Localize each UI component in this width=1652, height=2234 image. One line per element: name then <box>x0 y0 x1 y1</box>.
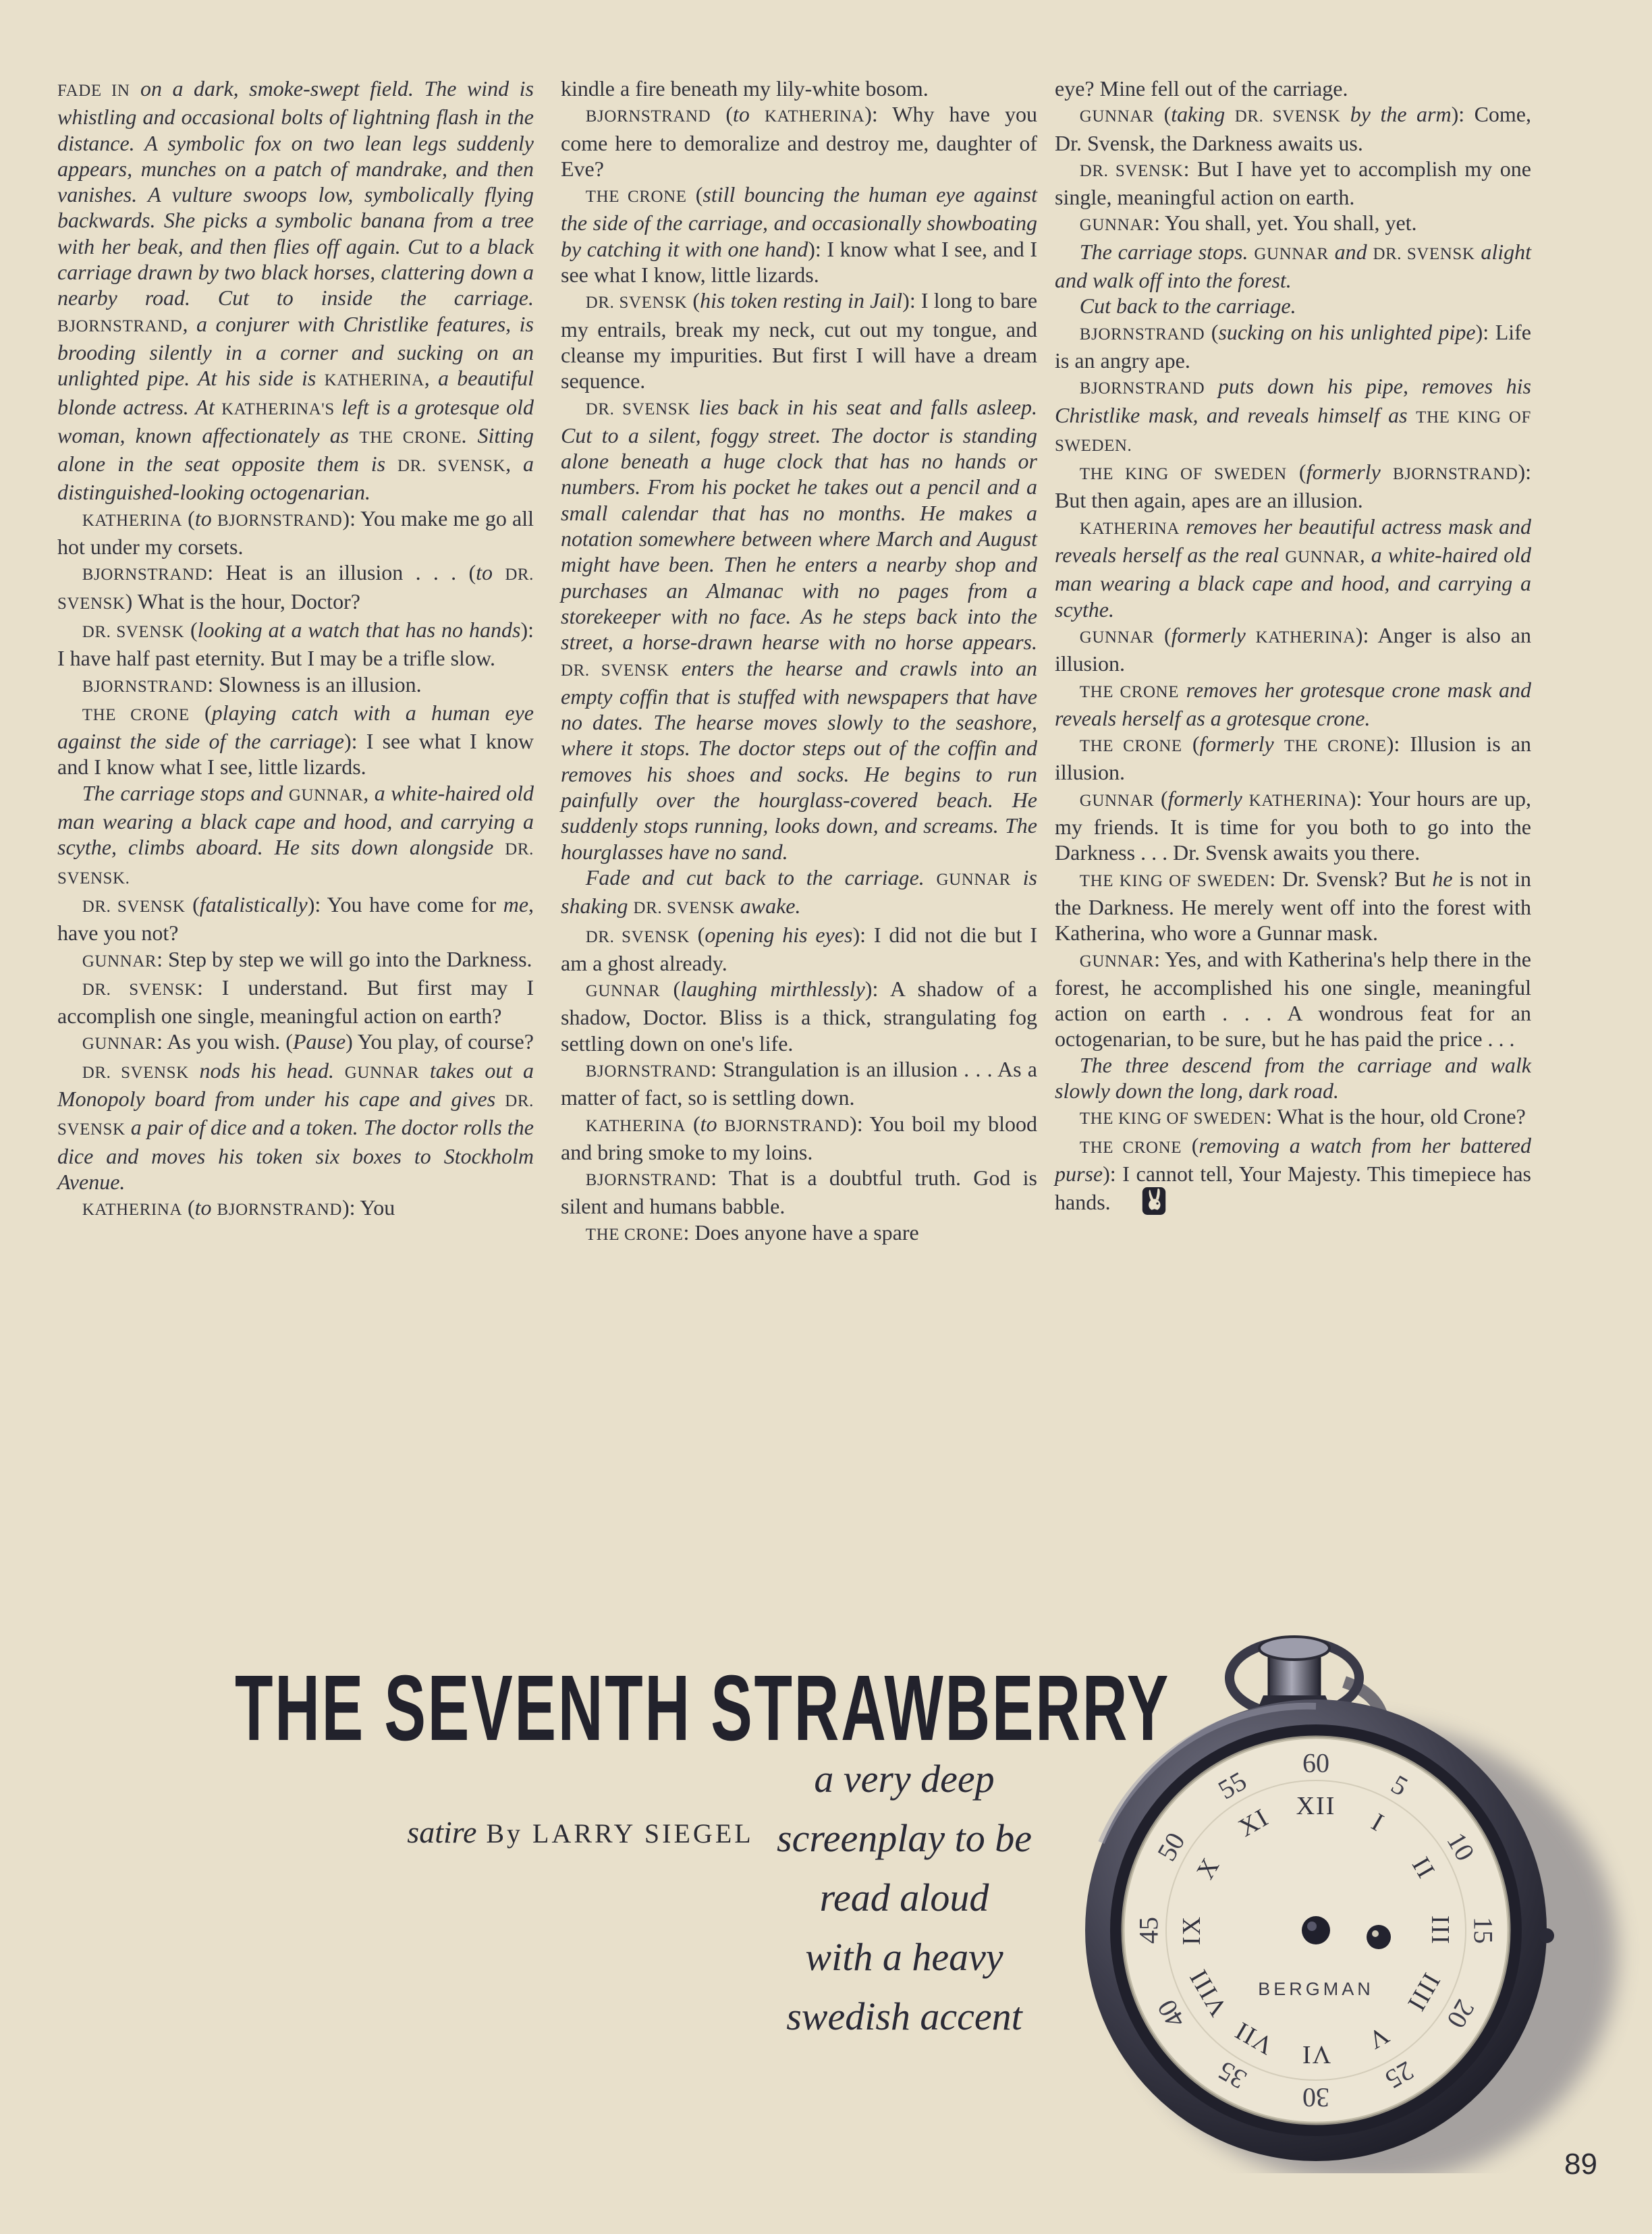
stage-direction: to <box>733 102 765 127</box>
character-name: DR. SVENSK <box>397 457 506 476</box>
screenplay-paragraph <box>561 76 1037 101</box>
dialogue-text: ): Come, Dr. Svensk, the Darkness awaits us. <box>1055 102 1532 155</box>
stage-direction: sucking on his unlighted pipe <box>1218 319 1476 344</box>
character-name: DR. SVENSK <box>585 294 688 312</box>
stage-direction: removes her grotesque crone mask and reveals herself as a grotesque crone. <box>1055 677 1531 730</box>
character-name: DR. SVENSK <box>82 897 186 916</box>
dialogue-text: ): I know what I see, and I see what I know, little lizards. <box>561 236 1038 288</box>
stage-direction: his token resting in Jail <box>700 288 903 313</box>
stage-direction: to <box>194 506 217 530</box>
watch-minute-numeral: 40 <box>1151 1994 1191 2034</box>
stage-direction: , a white-haired old man wearing a black cape and hood, and carrying a scythe. <box>1055 543 1532 622</box>
character-name: GUNNAR <box>1254 244 1329 263</box>
character-name: BJORNSTRAND <box>1392 465 1518 484</box>
dialogue-text: ): I see what I know and I know what I see, little lizards. <box>57 729 534 780</box>
screenplay-paragraph <box>561 288 1037 393</box>
dialogue-text: ): I cannot tell, Your Majesty. This timepiece has hands. <box>1055 1161 1531 1215</box>
character-name: GUNNAR <box>1285 548 1360 567</box>
dialogue-text: ( <box>1205 319 1219 344</box>
watch-hour-numeral: VI <box>1300 2040 1331 2069</box>
screenplay-paragraph <box>1055 210 1531 238</box>
screenplay-paragraph <box>1055 677 1531 732</box>
screenplay-paragraph <box>561 1056 1037 1111</box>
screenplay-paragraph <box>1055 459 1531 514</box>
stage-direction: puts down his pipe, removes his Christlike mask, and reveals himself as <box>1055 374 1531 427</box>
dialogue-text: ( <box>686 182 703 207</box>
screenplay-paragraph <box>57 1029 534 1057</box>
byline-author: By LARRY SIEGEL <box>486 1818 754 1849</box>
character-name: KATHERINA <box>1248 791 1349 810</box>
stage-direction: still bouncing the human eye against the side of the carriage, and occasionally showboating by catching it with one hand <box>561 182 1038 261</box>
screenplay-paragraph <box>57 946 534 975</box>
dialogue-text: ( <box>182 1195 195 1220</box>
stage-direction: , a conjurer with Christlike features, is brooding silently in a corner and sucking on an unlighted pipe. At his side is <box>57 311 534 391</box>
page-title: THE SEVENTH STRAWBERRY <box>235 1656 1171 1760</box>
character-name: THE KING OF SWEDEN <box>1079 465 1287 484</box>
stage-direction: The carriage stops and <box>82 780 289 805</box>
screenplay-paragraph <box>1055 1104 1531 1132</box>
dialogue-text: : Does anyone have a spare <box>683 1220 919 1245</box>
text-column <box>1055 76 1531 1641</box>
watch-minute-numeral: 55 <box>1213 1765 1252 1805</box>
stage-direction: fatalistically <box>199 892 308 917</box>
character-name: GUNNAR <box>1079 216 1155 235</box>
dialogue-text: , have you not? <box>57 892 534 946</box>
stage-direction: takes out a Monopoly board from under his cape and gives <box>57 1058 534 1111</box>
watch-minute-numeral: 5 <box>1386 1768 1413 1802</box>
character-name: KATHERINA <box>1079 519 1180 538</box>
character-name: FADE IN <box>57 82 130 100</box>
byline-genre: satire <box>407 1815 477 1849</box>
character-name: THE CRONE <box>1079 1138 1182 1157</box>
screenplay-paragraph <box>561 101 1037 182</box>
dialogue-text: ): You have come for <box>307 892 503 917</box>
screenplay-paragraph <box>561 1165 1037 1220</box>
stage-direction: awake. <box>734 894 801 919</box>
screenplay-paragraph <box>1055 101 1531 156</box>
screenplay-paragraph <box>1055 622 1531 677</box>
character-name: BJORNSTRAND <box>57 317 183 335</box>
dialogue-text: ) You play, of course? <box>346 1029 534 1054</box>
character-name: GUNNAR <box>1079 107 1155 126</box>
stage-direction: left is a grotesque old woman, known affectionately as <box>57 394 534 447</box>
stage-direction: formerly <box>1167 786 1249 811</box>
character-name: BJORNSTRAND <box>585 1171 711 1190</box>
character-name: DR. SVENSK <box>1079 161 1184 180</box>
stage-direction: Pause <box>292 1029 346 1054</box>
stage-direction: formerly <box>1199 732 1284 757</box>
watch-center-hole <box>1302 1916 1330 1944</box>
watch-winding-hole <box>1367 1925 1391 1949</box>
screenplay-paragraph <box>1055 866 1531 946</box>
dialogue-text: ): I long to bare my entrails, break my neck, cut out my tongue, and cleanse my impurities. But first I will have a dream sequence. <box>561 288 1038 393</box>
stage-direction: on a dark, smoke-swept field. The wind is whistling and occasional bolts of lightning flash in the distance. A symbolic fox on two lean legs suddenly appears, munches on a patch of mandrake, and then vanishes. A vulture swoops low, symbolically flying backwards. She picks a symbolic banana from a tree with her beak, and then flies off again. Cut to a black carriage drawn by two black horses, clattering down a nearby road. Cut to inside the carriage. <box>57 76 534 310</box>
character-name: GUNNAR <box>288 786 364 805</box>
character-name: DR. SVENSK. <box>57 840 534 888</box>
dialogue-text: ) What is the hour, Doctor? <box>125 589 360 614</box>
tagline-line: screenplay to be <box>777 1816 1032 1860</box>
watch-minute-numeral: 25 <box>1380 2055 1419 2096</box>
screenplay-paragraph <box>1055 1133 1531 1216</box>
character-name: THE CRONE <box>1079 737 1182 756</box>
screenplay-paragraph <box>561 1111 1037 1166</box>
screenplay-paragraph <box>57 1058 534 1195</box>
character-name: THE KING OF SWEDEN <box>1079 1110 1267 1128</box>
dialogue-text: ( <box>1182 732 1200 757</box>
character-name: GUNNAR <box>1079 791 1155 810</box>
character-name: BJORNSTRAND <box>217 511 343 530</box>
dialogue-text: ): Your hours are up, my friends. It is time for you both to go into the Darkness . . . Dr. Svensk awaits you there. <box>1055 786 1532 865</box>
watch-hour-numeral: II <box>1406 1852 1441 1884</box>
watch-hour-numeral: VIII <box>1184 1963 1234 2021</box>
dialogue-text: : Strangulation is an illusion . . . As a matter of fact, so is settling down. <box>561 1056 1037 1110</box>
dialogue-text: ): I did not die but I am a ghost already. <box>561 922 1038 975</box>
dialogue-text: : Step by step we will go into the Darkness. <box>157 946 532 971</box>
screenplay-paragraph <box>57 76 534 506</box>
stage-direction: playing catch with a human eye against the side of the carriage <box>57 700 534 754</box>
character-name: KATHERINA <box>324 371 424 390</box>
tagline-line: with a heavy <box>805 1935 1003 1979</box>
character-name: THE CRONE <box>1079 682 1180 701</box>
character-name: DR. SVENSK <box>1234 107 1341 126</box>
dialogue-text: : You shall, yet. You shall, yet. <box>1154 211 1417 236</box>
character-name: KATHERINA <box>585 1116 686 1135</box>
stage-direction: The three descend from the carriage and walk slowly down the long, dark road. <box>1055 1052 1531 1103</box>
screenplay-paragraph <box>561 976 1037 1056</box>
stage-direction: he <box>1432 866 1453 891</box>
screenplay-paragraph <box>57 780 534 892</box>
stage-direction: to <box>700 1111 725 1136</box>
dialogue-text: ): A shadow of a shadow, Doctor. Bliss is a thick, strangulating fog settling down on one's life. <box>561 977 1038 1056</box>
character-name: BJORNSTRAND <box>82 566 208 584</box>
screenplay-paragraph <box>1055 319 1531 374</box>
screenplay-paragraph <box>1055 514 1531 622</box>
watch-hour-numeral: X <box>1191 1852 1226 1884</box>
screenplay-paragraph <box>1055 293 1531 319</box>
dialogue-text: ( <box>687 288 700 313</box>
watch-crown-cap <box>1259 1637 1329 1660</box>
watch-hour-numeral: XI <box>1234 1803 1274 1843</box>
character-name: DR. SVENSK <box>57 566 534 613</box>
text-column <box>57 76 534 1641</box>
dialogue-text: : As you wish. ( <box>157 1029 293 1054</box>
character-name: THE KING OF SWEDEN <box>1079 871 1270 890</box>
stage-direction: removes her beautiful actress mask and reveals herself as the real <box>1055 514 1531 568</box>
watch-minute-numeral: 50 <box>1151 1827 1191 1866</box>
screenplay-paragraph <box>561 394 1037 865</box>
dialogue-text: kindle a fire beneath my lily-white bosom. <box>561 76 929 101</box>
character-name: KATHERINA <box>82 511 182 530</box>
watch-winding-glint <box>1372 1930 1379 1937</box>
watch-minute-numeral: 30 <box>1302 2082 1329 2113</box>
screenplay-paragraph <box>57 617 534 672</box>
dialogue-text: ): You make me go all hot under my corsets. <box>57 506 534 560</box>
stage-direction: , a beautiful blonde actress. At <box>57 366 534 419</box>
stage-direction: alight and walk off into the forest. <box>1055 239 1532 293</box>
character-name: DR. SVENSK <box>561 661 669 680</box>
character-name: BJORNSTRAND <box>585 107 711 126</box>
screenplay-paragraph <box>1055 76 1531 101</box>
character-name: DR. SVENSK <box>585 400 690 418</box>
dialogue-text: ): Why have you come here to demoralize and destroy me, daughter of Eve? <box>561 102 1038 181</box>
screenplay-paragraph <box>57 975 534 1029</box>
dialogue-text: : I understand. But first may I accomplish one single, meaningful action on earth? <box>57 975 534 1029</box>
dialogue-text: : That is a doubtful truth. God is silent and humans babble. <box>561 1166 1037 1219</box>
character-name: DR. SVENSK <box>57 1091 534 1139</box>
pocket-watch-illustration <box>1026 1620 1647 2173</box>
stage-direction: and <box>1328 239 1373 264</box>
dialogue-text: ): But then again, apes are an illusion. <box>1055 460 1531 513</box>
dialogue-text: ( <box>182 506 195 530</box>
character-name: KATHERINA'S <box>221 400 335 418</box>
dialogue-text: ( <box>689 922 705 947</box>
character-name: KATHERINA <box>765 107 865 126</box>
stage-direction: , a white-haired old man wearing a black cape and hood, and carrying a scythe, climbs aboard. He sits down alongside <box>57 780 534 860</box>
stage-direction: , a distinguished-looking octogenarian. <box>57 452 534 505</box>
character-name: GUNNAR <box>1079 628 1155 647</box>
playboy-bunny-icon <box>1118 1187 1142 1216</box>
screenplay-paragraph <box>57 700 534 780</box>
stage-direction: nods his head. <box>188 1058 345 1083</box>
dialogue-text: ( <box>1182 1133 1199 1157</box>
stage-direction: Fade and cut back to the carriage. <box>585 865 937 890</box>
dialogue-text: ): Illusion is an illusion. <box>1055 732 1532 785</box>
watch-minute-numeral: 35 <box>1213 2055 1252 2096</box>
character-name: KATHERINA <box>1255 628 1356 647</box>
stage-direction: by the arm <box>1340 102 1452 127</box>
character-name: BJORNSTRAND <box>217 1201 342 1220</box>
character-name: THE CRONE <box>359 428 462 447</box>
screenplay-paragraph <box>1055 786 1531 866</box>
screenplay-paragraph <box>57 892 534 946</box>
character-name: KATHERINA <box>82 1201 182 1220</box>
dialogue-text: ( <box>185 892 200 917</box>
screenplay-paragraph <box>57 506 534 560</box>
screenplay-paragraph <box>57 672 534 700</box>
watch-hour-numeral: VII <box>1230 2015 1278 2061</box>
watch-minute-numeral: 15 <box>1468 1917 1499 1944</box>
stage-direction: a pair of dice and a token. The doctor rolls the dice and moves his token six boxes to Stockholm Avenue. <box>57 1115 534 1194</box>
character-name: GUNNAR <box>1079 952 1155 971</box>
screenplay-paragraph <box>1055 239 1531 294</box>
character-name: BJORNSTRAND <box>585 1062 711 1081</box>
character-name: BJORNSTRAND <box>82 677 208 696</box>
stage-direction: lies back in his seat and falls asleep. Cut to a silent, foggy street. The doctor is standing alone beneath a huge clock that has no hands or numbers. From his pocket he takes out a pencil and a small calendar that has no months. He makes a notation somewhere between where March and August might have been. Then he enters a nearby shop and purchases an Almanac with no pages from a storekeeper with no face. As he steps back into the street, a horse-drawn hearse with no horse appears. <box>561 394 1038 655</box>
tagline-line: a very deep <box>814 1757 995 1801</box>
screenplay-paragraph <box>561 1220 1037 1248</box>
character-name: BJORNSTRAND <box>1079 379 1205 398</box>
watch-hour-numeral: IX <box>1178 1915 1206 1946</box>
dialogue-text: eye? Mine fell out of the carriage. <box>1055 76 1348 101</box>
screenplay-paragraph <box>57 560 534 617</box>
tagline-line: read aloud <box>819 1876 989 1919</box>
watch-hour-numeral: III <box>1426 1915 1454 1945</box>
screenplay-paragraph <box>1055 731 1531 786</box>
dialogue-text: ( <box>1286 460 1306 485</box>
character-name: DR. SVENSK <box>82 980 197 999</box>
dialogue-text: ): Life is an angry ape. <box>1055 319 1532 373</box>
watch-center-pin <box>1307 1922 1317 1931</box>
character-name: DR. SVENSK <box>82 1063 189 1082</box>
watch-brand: BERGMAN <box>1258 1979 1374 1999</box>
watch-minute-numeral: 20 <box>1441 1994 1481 2034</box>
screenplay-paragraph <box>561 922 1037 977</box>
dialogue-text: : What is the hour, old Crone? <box>1266 1104 1526 1129</box>
screenplay-paragraph <box>1055 1052 1531 1104</box>
tagline-line: swedish accent <box>786 1994 1022 2038</box>
character-name: DR. SVENSK <box>1373 244 1475 263</box>
dialogue-text: ( <box>1154 786 1168 811</box>
dialogue-text: ): Anger is also an illusion. <box>1055 622 1532 676</box>
stage-direction: Cut back to the carriage. <box>1079 294 1296 319</box>
stage-direction: to <box>476 560 505 585</box>
dialogue-text: : But I have yet to accomplish my one single, meaningful action on earth. <box>1055 156 1532 210</box>
dialogue-text: : Heat is an illusion . . . ( <box>207 560 476 585</box>
stage-direction: opening his eyes <box>705 922 853 947</box>
dialogue-text: : Dr. Svensk? But <box>1269 866 1433 891</box>
text-column <box>561 76 1037 1641</box>
dialogue-text: ( <box>685 1111 700 1136</box>
watch-hour-numeral: XII <box>1296 1792 1336 1820</box>
screenplay-paragraph <box>1055 373 1531 459</box>
dialogue-text: ( <box>189 700 212 725</box>
stage-direction: to <box>194 1195 217 1220</box>
dialogue-text: ( <box>1154 622 1172 647</box>
character-name: DR. SVENSK <box>585 927 690 946</box>
character-name: GUNNAR <box>82 952 157 971</box>
dialogue-text: ( <box>660 977 681 1002</box>
character-name: THE CRONE <box>82 705 190 724</box>
screenplay-paragraph <box>561 182 1037 288</box>
stage-direction: The carriage stops. <box>1079 239 1255 264</box>
dialogue-text: ( <box>184 617 198 642</box>
character-name: THE CRONE <box>585 188 687 207</box>
screenplay-paragraph <box>1055 156 1531 211</box>
dialogue-text: ( <box>711 102 734 127</box>
watch-minute-numeral: 10 <box>1441 1827 1481 1866</box>
dialogue-text: ): You boil my blood and bring smoke to my loins. <box>561 1111 1038 1164</box>
character-name: DR. SVENSK <box>633 899 735 918</box>
watch-minute-numeral: 60 <box>1302 1747 1329 1778</box>
screenplay-paragraph <box>561 865 1037 922</box>
stage-direction: laughing mirthlessly <box>680 977 865 1002</box>
character-name: GUNNAR <box>936 870 1011 889</box>
stage-direction: formerly <box>1306 460 1393 485</box>
watch-hour-numeral: V <box>1362 2020 1394 2055</box>
watch-hour-numeral: I <box>1367 1807 1389 1838</box>
stage-direction: . Sitting alone in the seat opposite them is <box>57 423 534 476</box>
character-name: GUNNAR <box>82 1035 157 1054</box>
stage-direction: taking <box>1171 102 1235 127</box>
stage-direction: looking at a watch that has no hands <box>197 617 521 642</box>
stage-direction: is shaking <box>561 865 1038 919</box>
dialogue-text: : Slowness is an illusion. <box>207 672 422 697</box>
stage-direction: formerly <box>1171 622 1256 647</box>
character-name: GUNNAR <box>585 982 661 1001</box>
dialogue-text: ( <box>1154 102 1172 127</box>
character-name: THE KING OF SWEDEN. <box>1055 408 1532 455</box>
stage-direction: enters the hearse and crawls into an empty coffin that is stuffed with newspapers that have no dates. The hearse moves slowly to the seashore, where it stops. The doctor steps out of the coffin and removes his shoes and socks. He begins to run painfully over the hourglass-covered beach. He suddenly stops running, looks down, and screams. The hourglasses have no sand. <box>561 655 1038 864</box>
character-name: THE CRONE <box>1284 737 1387 756</box>
watch-minute-numeral: 45 <box>1133 1917 1164 1944</box>
stage-direction: removing a watch from her battered purse <box>1055 1133 1532 1186</box>
dialogue-text: is not in the Darkness. He merely went off into the forest with Katherina, who wore a Gunnar mask. <box>1055 866 1532 946</box>
watch-hour-numeral: IIII <box>1401 1968 1446 2017</box>
stage-direction: me <box>503 892 529 917</box>
screenplay-paragraph <box>57 1195 534 1223</box>
dialogue-text: : Yes, and with Katherina's help there in the forest, he accomplished his one single, meaningful action on earth . . . A wondrous feat for an octogenarian, to be sure, but he has paid the price . . . <box>1055 946 1531 1052</box>
dialogue-text: ): I have half past eternity. But I may be a trifle slow. <box>57 617 534 671</box>
screenplay-paragraph <box>1055 946 1531 1052</box>
character-name: THE CRONE <box>585 1225 684 1244</box>
character-name: BJORNSTRAND <box>724 1116 850 1135</box>
character-name: GUNNAR <box>344 1063 420 1082</box>
dialogue-text: ): You <box>342 1195 395 1220</box>
character-name: BJORNSTRAND <box>1079 325 1205 344</box>
page-number: 89 <box>1564 2148 1597 2181</box>
character-name: DR. SVENSK <box>82 622 184 641</box>
watch-hinge-knob <box>1539 1928 1554 1943</box>
